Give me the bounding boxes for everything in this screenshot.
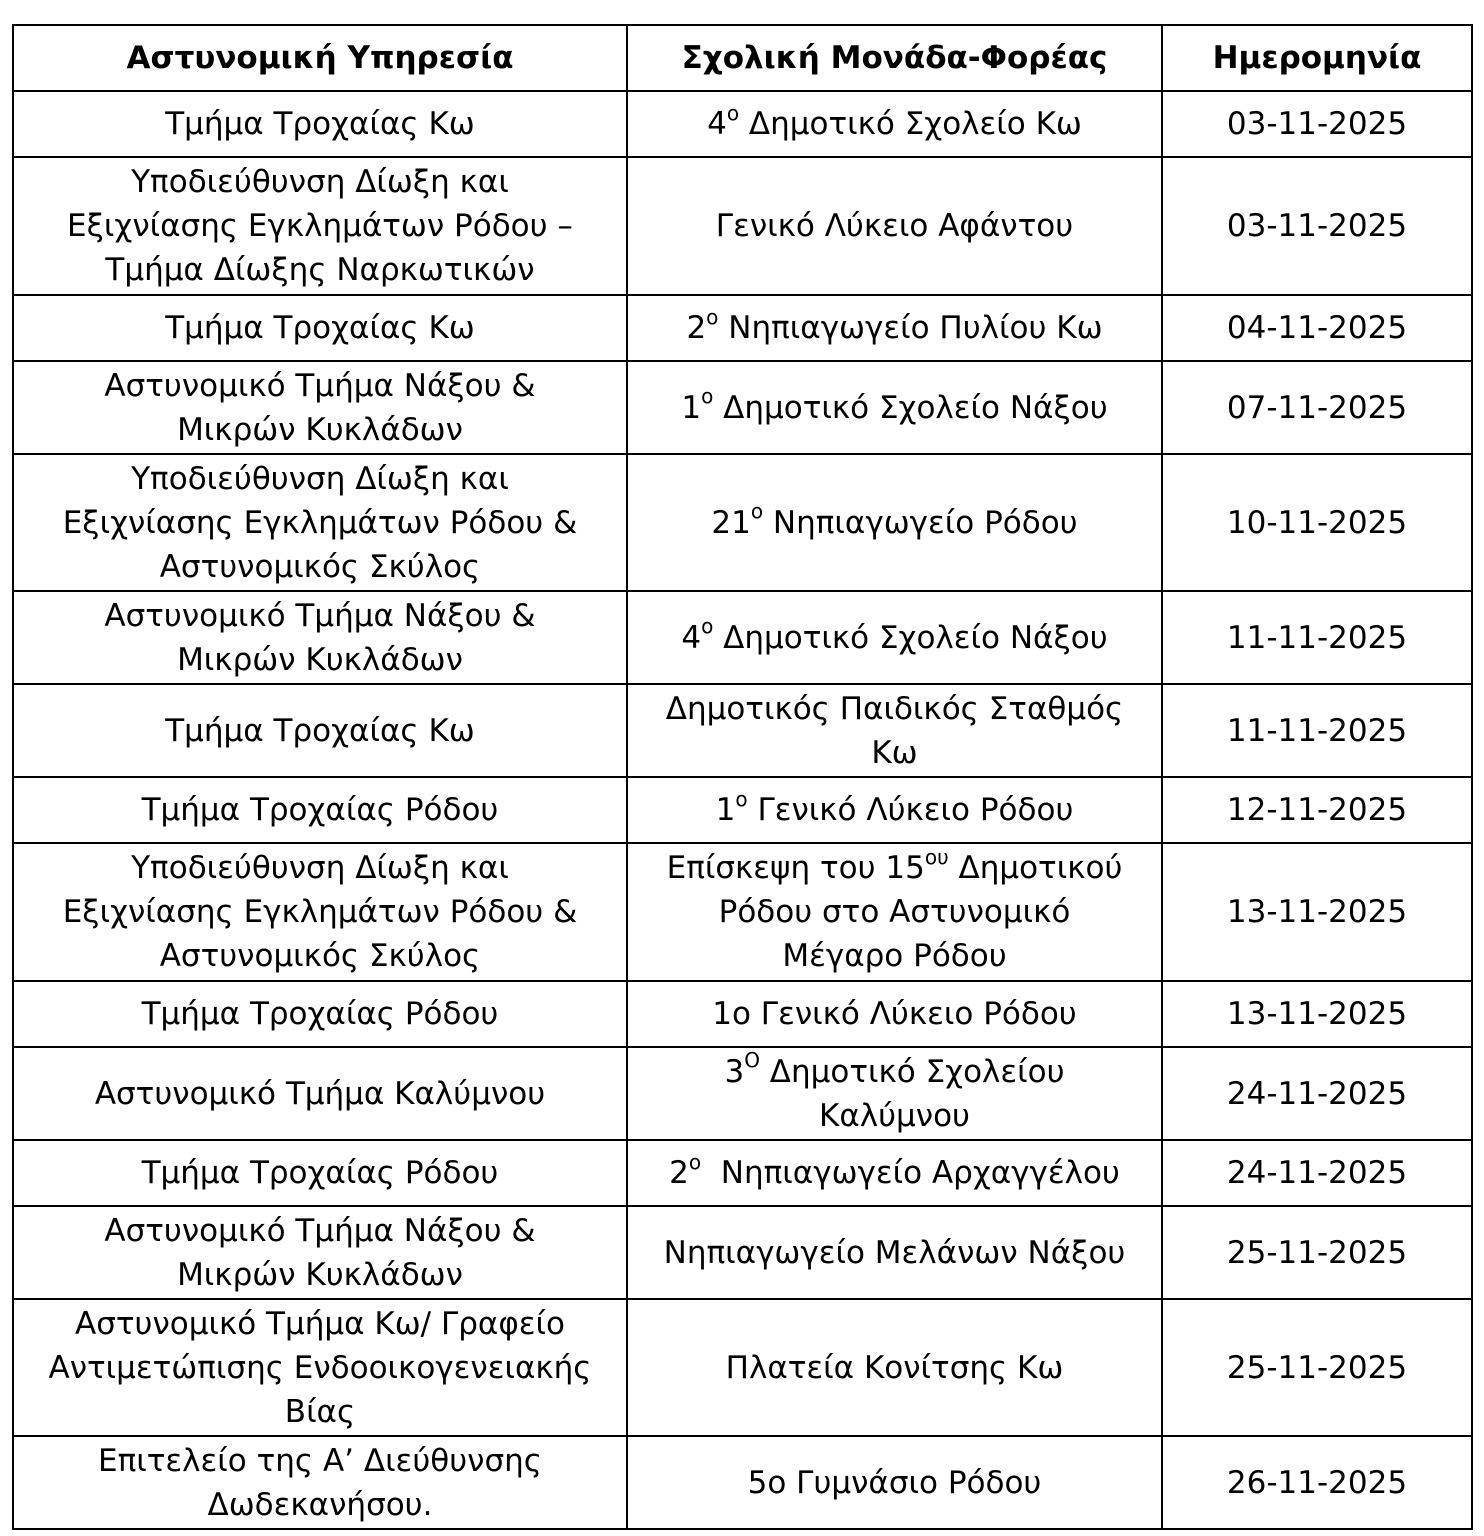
ordinal-suffix: ο: [735, 786, 748, 811]
school-text: Γενικό Λύκειο Ρόδου: [747, 792, 1074, 828]
date-cell: 25-11-2025: [1162, 1206, 1472, 1299]
police-service-cell: [13, 454, 627, 591]
school-text: Δημοτικός Παιδικός Σταθμός: [665, 690, 1124, 727]
school-text: Καλύμνου: [819, 1097, 970, 1134]
school-unit-cell: [627, 981, 1162, 1047]
ordinal-suffix: ο: [726, 100, 740, 125]
service-line: Εξιχνίασης Εγκλημάτων Ρόδου &: [62, 894, 578, 930]
service-line: Υποδιεύθυνση Δίωξη και: [131, 850, 509, 886]
school-text: Δημοτικό Σχολείο Κω: [739, 106, 1082, 142]
school-text: Πλατεία Κονίτσης Κω: [725, 1349, 1064, 1386]
service-line: Αστυνομικό Τμήμα Καλύμνου: [94, 1075, 546, 1112]
school-line: [634, 306, 1155, 350]
service-line: Υποδιεύθυνση Δίωξη και: [131, 164, 509, 200]
service-line: Επιτελείο της Α’ Διεύθυνσης: [98, 1442, 542, 1479]
date-cell: 12-11-2025: [1162, 777, 1472, 843]
police-service-cell: [13, 1140, 627, 1206]
table-row: [13, 454, 1472, 591]
table-row: [13, 1436, 1472, 1529]
school-text: Κω: [871, 734, 918, 771]
school-line: [634, 1050, 1155, 1094]
school-text: 1: [681, 389, 702, 426]
date-cell: 13-11-2025: [1162, 843, 1472, 981]
school-text: Νηπιαγωγείο Μελάνων Νάξου: [663, 1234, 1126, 1271]
school-text: 21: [711, 504, 751, 541]
table-row: [13, 295, 1472, 361]
date-cell: 24-11-2025: [1162, 1140, 1472, 1206]
school-line: [634, 616, 1155, 660]
table-row: [13, 981, 1472, 1047]
police-service-cell: [13, 981, 627, 1047]
school-text: Μέγαρο Ρόδου: [782, 938, 1007, 974]
police-service-cell: [13, 1206, 627, 1299]
ordinal-suffix: ου: [924, 844, 949, 869]
school-text: Δημοτικό Σχολείο Νάξου: [713, 619, 1108, 656]
school-unit-cell: [627, 454, 1162, 591]
school-line: [634, 934, 1155, 978]
date-cell: 11-11-2025: [1162, 591, 1472, 684]
table-row: [13, 157, 1472, 295]
service-line: Τμήμα Τροχαίας Κω: [165, 310, 475, 346]
table-row: [13, 91, 1472, 157]
table-row: [13, 361, 1472, 454]
ordinal-suffix: ο: [701, 614, 714, 639]
table-row: [13, 777, 1472, 843]
ordinal-suffix: ο: [688, 1149, 702, 1174]
school-text: Επίσκεψη του 15: [666, 850, 925, 886]
table-row: [13, 684, 1472, 777]
school-line: [634, 386, 1155, 430]
school-text: 3: [724, 1053, 745, 1090]
service-line: Εξιχνίασης Εγκλημάτων Ρόδου –: [67, 208, 573, 244]
school-text: Νηπιαγωγείο Ρόδου: [763, 504, 1078, 541]
service-line: Αστυνομικό Τμήμα Νάξου &: [104, 597, 536, 634]
school-unit-cell: [627, 361, 1162, 454]
service-line: Μικρών Κυκλάδων: [177, 1256, 463, 1293]
school-text: Ρόδου στο Αστυνομικό: [718, 894, 1071, 930]
school-unit-cell: [627, 1047, 1162, 1140]
school-line: [634, 501, 1155, 545]
school-line: [634, 1461, 1155, 1505]
police-service-cell: [13, 1047, 627, 1140]
service-line: Αστυνομικός Σκύλος: [159, 938, 481, 974]
school-unit-cell: [627, 591, 1162, 684]
ordinal-suffix: Ο: [744, 1048, 760, 1073]
service-line: Τμήμα Τροχαίας Κω: [165, 712, 475, 749]
school-unit-cell: [627, 1206, 1162, 1299]
school-unit-cell: [627, 843, 1162, 981]
school-text: 4: [707, 106, 727, 142]
table-row: [13, 1047, 1472, 1140]
service-line: Βίας: [284, 1393, 356, 1430]
school-unit-cell: [627, 295, 1162, 361]
police-service-cell: [13, 684, 627, 777]
ordinal-suffix: ο: [701, 384, 714, 409]
date-cell: 07-11-2025: [1162, 361, 1472, 454]
service-line: Τμήμα Τροχαίας Ρόδου: [141, 792, 499, 828]
school-text: 4: [681, 619, 702, 656]
ordinal-suffix: ο: [706, 304, 719, 329]
school-line: [634, 992, 1155, 1036]
service-line: Δωδεκανήσου.: [207, 1486, 433, 1523]
ordinal-suffix: ο: [750, 499, 764, 524]
header-police-service: Αστυνομική Υπηρεσία: [13, 25, 627, 91]
service-line: Τμήμα Δίωξης Ναρκωτικών: [105, 252, 535, 288]
date-cell: 26-11-2025: [1162, 1436, 1472, 1529]
school-text: Δημοτικό Σχολείο Νάξου: [713, 389, 1108, 426]
date-cell: 24-11-2025: [1162, 1047, 1472, 1140]
service-line: Αστυνομικός Σκύλος: [159, 548, 481, 585]
header-date: Ημερομηνία: [1162, 25, 1472, 91]
service-line: Μικρών Κυκλάδων: [177, 641, 463, 678]
service-line: Αστυνομικό Τμήμα Νάξου &: [104, 367, 536, 404]
police-service-cell: [13, 295, 627, 361]
school-text: Νηπιαγωγείο Αρχαγγέλου: [701, 1155, 1120, 1191]
date-cell: 11-11-2025: [1162, 684, 1472, 777]
table-row: [13, 1206, 1472, 1299]
school-unit-cell: [627, 91, 1162, 157]
school-text: 1ο Γενικό Λύκειο Ρόδου: [712, 996, 1077, 1032]
school-text: 1: [715, 792, 736, 828]
date-cell: 03-11-2025: [1162, 157, 1472, 295]
school-line: [634, 1151, 1155, 1195]
school-line: [634, 890, 1155, 934]
school-line: [634, 1094, 1155, 1138]
date-cell: 13-11-2025: [1162, 981, 1472, 1047]
service-line: Εξιχνίασης Εγκλημάτων Ρόδου &: [62, 504, 578, 541]
school-line: [634, 687, 1155, 731]
school-text: 2: [686, 310, 707, 346]
school-line: [634, 1346, 1155, 1390]
school-unit-cell: [627, 777, 1162, 843]
service-line: Υποδιεύθυνση Δίωξη και: [131, 460, 509, 497]
service-line: Τμήμα Τροχαίας Ρόδου: [141, 996, 499, 1032]
service-line: Αντιμετώπισης Ενδοοικογενειακής: [48, 1349, 592, 1386]
table-row: [13, 591, 1472, 684]
school-text: Δημοτικό Σχολείου: [759, 1053, 1065, 1090]
school-line: [634, 102, 1155, 146]
police-service-cell: [13, 157, 627, 295]
header-row: [13, 25, 1472, 91]
school-line: [634, 788, 1155, 832]
school-text: Γενικό Λύκειο Αφάντου: [715, 208, 1074, 244]
school-line: [634, 846, 1155, 890]
table-row: [13, 843, 1472, 981]
school-unit-cell: [627, 684, 1162, 777]
police-service-cell: [13, 361, 627, 454]
header-school-unit: Σχολική Μονάδα-Φορέας: [627, 25, 1162, 91]
date-cell: 10-11-2025: [1162, 454, 1472, 591]
school-unit-cell: [627, 1140, 1162, 1206]
service-line: Τμήμα Τροχαίας Κω: [165, 106, 475, 142]
school-unit-cell: [627, 157, 1162, 295]
schedule-table: [12, 24, 1473, 1530]
date-cell: 03-11-2025: [1162, 91, 1472, 157]
service-line: Τμήμα Τροχαίας Ρόδου: [141, 1155, 499, 1191]
table-body: [13, 91, 1472, 1529]
police-service-cell: [13, 1299, 627, 1436]
police-service-cell: [13, 591, 627, 684]
police-service-cell: [13, 843, 627, 981]
table-row: [13, 1140, 1472, 1206]
date-cell: 04-11-2025: [1162, 295, 1472, 361]
school-line: [634, 1231, 1155, 1275]
service-line: Αστυνομικό Τμήμα Νάξου &: [104, 1212, 536, 1249]
school-line: [634, 731, 1155, 775]
school-text: Δημοτικού: [948, 850, 1123, 886]
school-text: Νηπιαγωγείο Πυλίου Κω: [718, 310, 1103, 346]
police-service-cell: [13, 777, 627, 843]
school-unit-cell: [627, 1299, 1162, 1436]
date-cell: 25-11-2025: [1162, 1299, 1472, 1436]
school-unit-cell: [627, 1436, 1162, 1529]
school-text: 2: [669, 1155, 689, 1191]
table-row: [13, 1299, 1472, 1436]
police-service-cell: [13, 1436, 627, 1529]
service-line: Μικρών Κυκλάδων: [177, 411, 463, 448]
service-line: Αστυνομικό Τμήμα Κω/ Γραφείο: [75, 1305, 565, 1342]
school-text: 5ο Γυμνάσιο Ρόδου: [747, 1464, 1042, 1501]
police-service-cell: [13, 91, 627, 157]
school-line: [634, 204, 1155, 248]
